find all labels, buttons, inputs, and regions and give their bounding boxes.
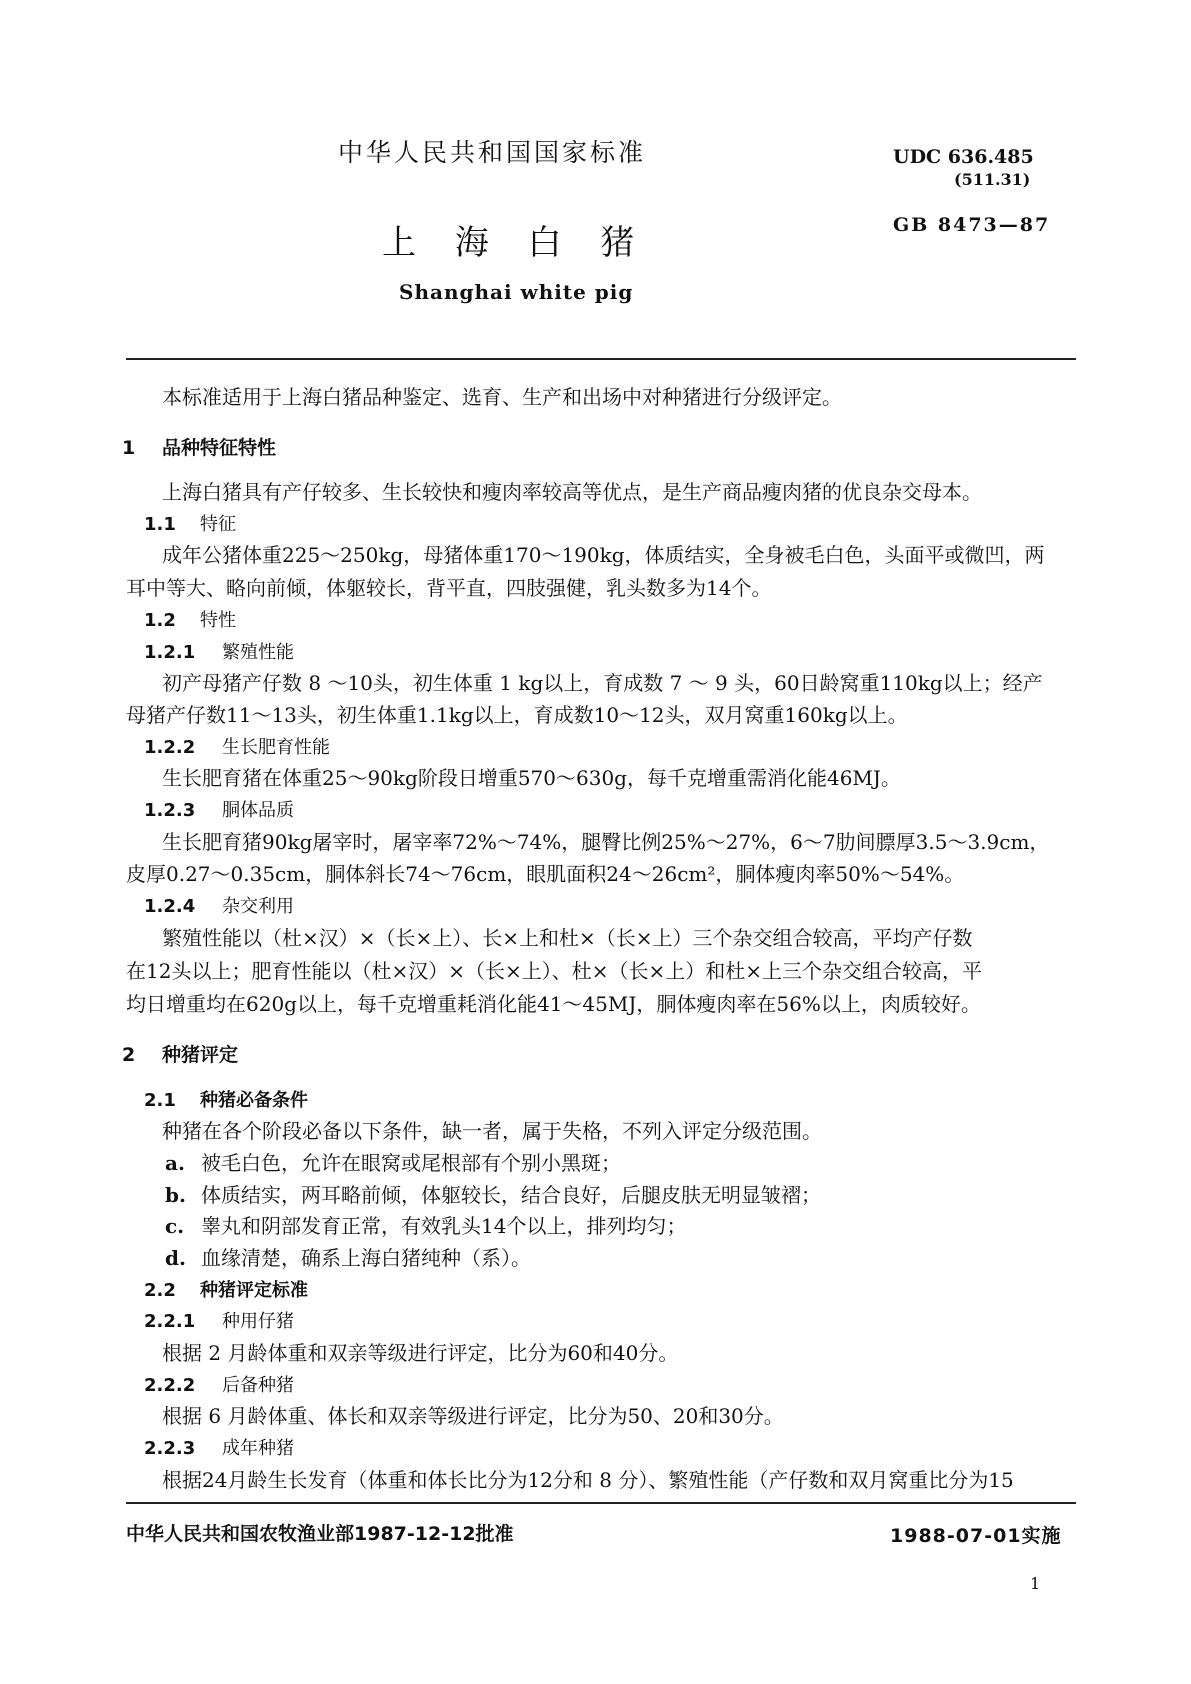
section-2-2-1-heading — [144, 1307, 294, 1333]
section-1-number: 1 — [122, 437, 136, 459]
section-1-2-3-title: 胴体品质 — [222, 800, 294, 821]
section-1-2-4-title: 杂交利用 — [222, 896, 294, 917]
section-1-1-title: 特征 — [200, 514, 236, 535]
section-1-2-4-line-1: 繁殖性能以（杜×汉）×（长×上）、长×上和杜×（长×上）三个杂交组合较高，平均产仔数 — [162, 926, 973, 950]
section-1-2-2-number: 1.2.2 — [144, 737, 196, 758]
section-2-2-number: 2.2 — [144, 1280, 176, 1301]
section-1-2-4-number: 1.2.4 — [144, 896, 196, 917]
requirement-item-b-label: b. — [165, 1183, 186, 1207]
national-standard-label: 中华人民共和国国家标准 — [338, 138, 647, 167]
section-1-2-3-number: 1.2.3 — [144, 800, 196, 821]
section-2-2-title: 种猪评定标准 — [200, 1280, 308, 1301]
section-1-2-4-line-3: 均日增重均在620g以上，每千克增重耗消化能41～45MJ，胴体瘦肉率在56%以上，肉质较好。 — [126, 992, 981, 1016]
section-1-2-4-heading — [144, 892, 294, 918]
section-2-1-heading — [144, 1086, 308, 1112]
section-1-2-1-line-2: 母猪产仔数11～13头，初生体重1.1kg以上，育成数10～12头，双月窝重160kg以上。 — [126, 703, 908, 727]
effective-date: 1988-07-01实施 — [890, 1525, 1062, 1547]
page-number: 1 — [1030, 1574, 1041, 1593]
section-2-2-1-number: 2.2.1 — [144, 1311, 196, 1332]
requirement-item-d — [165, 1244, 531, 1272]
section-2-2-heading — [144, 1276, 308, 1302]
section-1-heading — [122, 433, 276, 460]
section-1-2-1-line-1: 初产母猪产仔数 8 ～10头，初生体重 1 kg以上，育成数 7 ～ 9 头，60日龄窝重110kg以上；经产 — [162, 671, 1043, 695]
section-1-2-3-line-2: 皮厚0.27～0.35cm，胴体斜长74～76cm，眼肌面积24～26cm²，胴体瘦肉率50%～54%。 — [126, 862, 965, 886]
requirement-item-b-text: 体质结实，两耳略前倾，体躯较长，结合良好，后腿皮肤无明显皱褶； — [201, 1183, 821, 1207]
requirement-item-a — [165, 1149, 621, 1177]
requirement-item-d-label: d. — [165, 1246, 186, 1270]
section-2-heading — [122, 1040, 238, 1067]
section-1-2-2-heading — [144, 733, 330, 759]
section-2-2-3-number: 2.2.3 — [144, 1438, 196, 1459]
title-chinese: 上 海 白 猪 — [382, 223, 649, 263]
section-2-2-2-heading — [144, 1371, 294, 1397]
section-2-1-title: 种猪必备条件 — [200, 1090, 308, 1111]
requirement-item-d-text: 血缘清楚，确系上海白猪纯种（系）。 — [201, 1246, 531, 1270]
section-2-1-paragraph: 种猪在各个阶段必备以下条件，缺一者，属于失格，不列入评定分级范围。 — [162, 1119, 822, 1143]
section-1-2-4-line-2: 在12头以上；肥育性能以（杜×汉）×（长×上）、杜×（长×上）和杜×上三个杂交组合较高，平 — [126, 959, 982, 983]
section-2-2-3-title: 成年种猪 — [222, 1438, 294, 1459]
section-2-2-3-heading — [144, 1434, 294, 1460]
section-2-2-1-paragraph: 根据 2 月龄体重和双亲等级进行评定，比分为60和40分。 — [162, 1341, 679, 1365]
approval-statement: 中华人民共和国农牧渔业部1987-12-12批准 — [126, 1523, 514, 1545]
section-1-1-heading — [144, 510, 236, 536]
section-2-2-2-title: 后备种猪 — [222, 1375, 294, 1396]
section-1-2-3-heading — [144, 796, 294, 822]
section-1-2-number: 1.2 — [144, 610, 176, 631]
requirement-item-b — [165, 1181, 821, 1209]
udc-code: UDC 636.485 — [893, 146, 1034, 168]
title-english: Shanghai white pig — [399, 280, 634, 304]
gb-number: GB 8473—87 — [893, 214, 1051, 236]
udc-sub-code: (511.31) — [954, 170, 1031, 189]
footer-rule — [126, 1502, 1076, 1504]
section-1-title: 品种特征特性 — [162, 437, 277, 459]
section-1-2-1-heading — [144, 638, 294, 664]
header-rule — [126, 358, 1076, 360]
section-1-1-line-1: 成年公猪体重225～250kg，母猪体重170～190kg，体质结实，全身被毛白色，头面平或微凹，两 — [162, 543, 1045, 567]
section-1-2-1-number: 1.2.1 — [144, 642, 196, 663]
requirement-item-a-label: a. — [165, 1151, 185, 1175]
section-1-2-heading — [144, 606, 236, 632]
section-1-2-3-line-1: 生长肥育猪90kg屠宰时，屠宰率72%～74%，腿臀比例25%～27%，6～7肋间膘厚3.5～3.9cm， — [162, 830, 1050, 854]
section-2-2-3-paragraph: 根据24月龄生长发育（体重和体长比分为12分和 8 分）、繁殖性能（产仔数和双月窝重比分为15 — [162, 1468, 1014, 1492]
section-2-number: 2 — [122, 1044, 136, 1066]
section-1-1-number: 1.1 — [144, 514, 176, 535]
section-2-1-number: 2.1 — [144, 1090, 176, 1111]
section-2-title: 种猪评定 — [162, 1044, 239, 1066]
requirement-item-c — [165, 1212, 686, 1240]
section-2-2-2-paragraph: 根据 6 月龄体重、体长和双亲等级进行评定，比分为50、20和30分。 — [162, 1404, 784, 1428]
section-1-1-line-2: 耳中等大、略向前倾，体躯较长，背平直，四肢强健，乳头数多为14个。 — [126, 576, 772, 600]
intro-paragraph: 本标准适用于上海白猪品种鉴定、选育、生产和出场中对种猪进行分级评定。 — [162, 385, 842, 409]
requirement-item-c-label: c. — [165, 1214, 185, 1238]
section-1-paragraph: 上海白猪具有产仔较多、生长较快和瘦肉率较高等优点，是生产商品瘦肉猪的优良杂交母本。 — [162, 480, 982, 504]
section-1-2-title: 特性 — [200, 610, 236, 631]
section-1-2-2-title: 生长肥育性能 — [222, 737, 330, 758]
section-2-2-1-title: 种用仔猪 — [222, 1311, 294, 1332]
section-1-2-2-line-1: 生长肥育猪在体重25～90kg阶段日增重570～630g，每千克增重需消化能46MJ。 — [162, 766, 901, 790]
section-2-2-2-number: 2.2.2 — [144, 1375, 196, 1396]
requirement-item-a-text: 被毛白色，允许在眼窝或尾根部有个别小黑斑； — [201, 1151, 621, 1175]
section-1-2-1-title: 繁殖性能 — [222, 642, 294, 663]
requirement-item-c-text: 睾丸和阴部发育正常，有效乳头14个以上，排列均匀； — [201, 1214, 687, 1238]
